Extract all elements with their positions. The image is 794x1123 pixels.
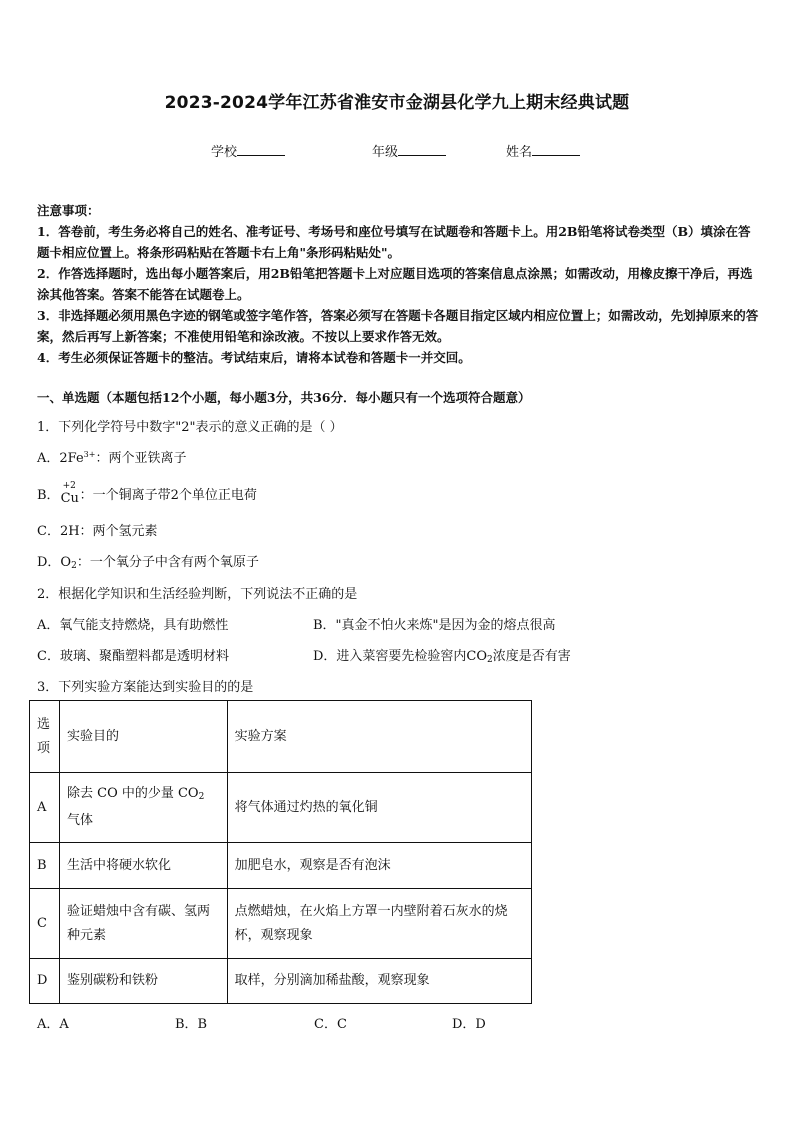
q1-b-meaning: ：一个铜离子带2个单位正电荷 bbox=[79, 488, 257, 503]
question-2-stem: 2．根据化学知识和生活经验判断，下列说法不正确的是 bbox=[37, 587, 358, 602]
name-blank[interactable] bbox=[532, 143, 580, 156]
q1-d-meaning: ：一个氧分子中含有两个氧原子 bbox=[76, 555, 259, 570]
row-plan: 将气体通过灼热的氧化铜 bbox=[227, 773, 531, 843]
grade-blank[interactable] bbox=[398, 143, 446, 156]
q1-a-sup: 3+ bbox=[83, 450, 96, 459]
row-plan: 加肥皂水，观察是否有泡沫 bbox=[227, 843, 531, 889]
row-goal: 鉴别碳粉和铁粉 bbox=[59, 959, 227, 1004]
row-plan: 取样，分别滴加稀盐酸，观察现象 bbox=[227, 959, 531, 1004]
row-option: B bbox=[30, 843, 60, 889]
section-heading: 一、单选题（本题包括12个小题，每小题3分，共36分．每小题只有一个选项符合题意） bbox=[37, 390, 531, 405]
q2-d-sub: 2 bbox=[487, 655, 493, 665]
table-header-row bbox=[30, 701, 532, 773]
cu-element: Cu bbox=[60, 491, 79, 506]
notice-item-1: 1．答卷前，考生务必将自己的姓名、准考证号、考场号和座位号填写在试题卷和答题卡上。用2B铅笔将试卷类型（B）填涂在答题卡相应位置上。将条形码粘贴在答题卡右上角"条形码粘贴处"。 bbox=[37, 224, 751, 260]
table-row bbox=[30, 959, 532, 1004]
notice-section bbox=[37, 200, 759, 368]
cu-valence: +2 bbox=[62, 481, 76, 491]
question-1-stem: 1．下列化学符号中数字"2"表示的意义正确的是（ ） bbox=[37, 420, 343, 435]
experiment-table bbox=[29, 700, 532, 1004]
school-label: 学校 bbox=[211, 145, 238, 160]
name-field bbox=[506, 141, 580, 160]
q1-b-text: B． bbox=[37, 488, 60, 503]
header-goal: 实验目的 bbox=[59, 701, 227, 773]
table-row bbox=[30, 889, 532, 959]
q1-option-d[interactable] bbox=[37, 551, 259, 571]
notice-item-2: 2．作答选择题时，选出每小题答案后，用2B铅笔把答题卡上对应题目选项的答案信息点涂黑；如需改动，用橡皮擦干净后，再选涂其他答案。答案不能答在试题卷上。 bbox=[37, 266, 753, 302]
q3-option-a[interactable]: A．A bbox=[37, 1017, 69, 1032]
name-label: 姓名 bbox=[506, 145, 533, 160]
row-goal: 除去 CO 中的少量 $CO_2$ 气体 bbox=[59, 773, 227, 843]
q1-option-b[interactable] bbox=[37, 481, 257, 507]
q2-option-d[interactable] bbox=[313, 645, 571, 665]
q2-option-c[interactable]: C．玻璃、聚酯塑料都是透明材料 bbox=[37, 649, 229, 664]
q1-d-sub: 2 bbox=[71, 561, 77, 571]
row-option: D bbox=[30, 959, 60, 1004]
q1-option-c[interactable]: C．2H：两个氢元素 bbox=[37, 524, 158, 539]
grade-label: 年级 bbox=[372, 145, 399, 160]
q1-d-text: D．O bbox=[37, 555, 72, 570]
header-option: 选 项 bbox=[30, 701, 60, 773]
q1-a-meaning: ：两个亚铁离子 bbox=[95, 451, 187, 466]
row-plan: 点燃蜡烛，在火焰上方罩一内壁附着石灰水的烧杯，观察现象 bbox=[227, 889, 531, 959]
question-3-stem: 3．下列实验方案能达到实验目的的是 bbox=[37, 680, 254, 695]
table-row bbox=[30, 773, 532, 843]
notice-heading: 注意事项： bbox=[37, 203, 100, 218]
notice-item-4: 4．考生必须保证答题卡的整洁。考试结束后，请将本试卷和答题卡一并交回。 bbox=[37, 350, 471, 365]
cu-symbol bbox=[60, 481, 80, 507]
grade-field bbox=[372, 141, 446, 160]
q2-option-b[interactable]: B．"真金不怕火来炼"是因为金的熔点很高 bbox=[313, 618, 556, 633]
row-goal: 生活中将硬水软化 bbox=[59, 843, 227, 889]
q2-d-text: D．进入菜窖要先检验窖内CO bbox=[313, 649, 488, 664]
header-plan: 实验方案 bbox=[227, 701, 531, 773]
page-title: 2023-2024学年江苏省淮安市金湖县化学九上期末经典试题 bbox=[164, 93, 630, 113]
school-blank[interactable] bbox=[237, 143, 285, 156]
row-option: A bbox=[30, 773, 60, 843]
q2-option-a[interactable]: A．氧气能支持燃烧，具有助燃性 bbox=[37, 618, 229, 633]
q3-option-d[interactable]: D．D bbox=[452, 1017, 486, 1032]
q1-a-text: A．2Fe bbox=[37, 451, 84, 466]
q1-option-a[interactable] bbox=[37, 447, 186, 466]
table-row bbox=[30, 843, 532, 889]
row-goal: 验证蜡烛中含有碳、氢两种元素 bbox=[59, 889, 227, 959]
notice-item-3: 3．非选择题必须用黑色字迹的钢笔或签字笔作答，答案必须写在答题卡各题目指定区域内相应位置上；如需改动，先划掉原来的答案，然后再写上新答案；不准使用铅笔和涂改液。不按以上要求作答无效。 bbox=[37, 308, 759, 344]
q2-d-rest: 浓度是否有害 bbox=[492, 649, 571, 664]
row-option: C bbox=[30, 889, 60, 959]
q3-option-c[interactable]: C．C bbox=[314, 1017, 347, 1032]
q3-option-b[interactable]: B．B bbox=[175, 1017, 208, 1032]
school-field bbox=[211, 141, 285, 160]
